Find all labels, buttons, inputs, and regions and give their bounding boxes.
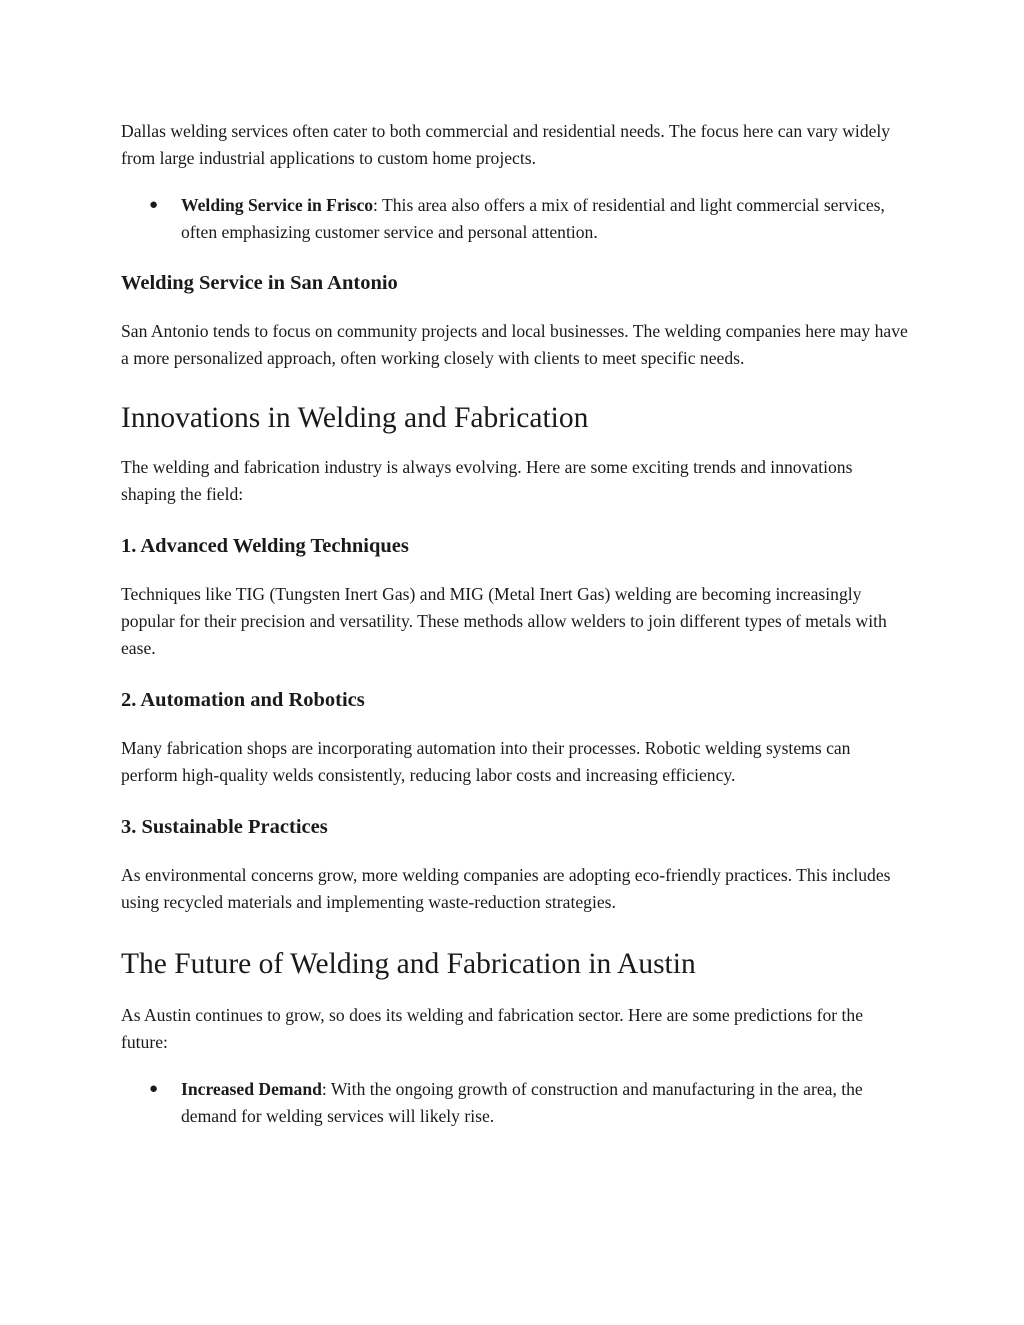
- list-item: [121, 1076, 911, 1130]
- advanced-welding-paragraph: Techniques like TIG (Tungsten Inert Gas) and MIG (Metal Inert Gas) welding are becoming increasingly popular for their precision and versatility. These methods allow welders to join different types of metals with ease.: [121, 584, 887, 658]
- future-bullet-list: [121, 1076, 911, 1130]
- san-antonio-paragraph: San Antonio tends to focus on community projects and local businesses. The welding companies here may have a more personalized approach, often working closely with clients to meet specific needs.: [121, 321, 908, 368]
- bullet-icon: ●: [149, 1081, 159, 1097]
- subheading-advanced-welding: 1. Advanced Welding Techniques: [121, 535, 409, 557]
- bullet-text: : This area also offers a mix of residential and light commercial services, often emphasizing customer service and personal attention.: [181, 195, 885, 242]
- bullet-label: Increased Demand: [181, 1079, 322, 1099]
- document-page: [121, 118, 911, 1130]
- subheading-automation: 2. Automation and Robotics: [121, 689, 365, 711]
- dallas-paragraph: Dallas welding services often cater to both commercial and residential needs. The focus here can vary widely from large industrial applications to custom home projects.: [121, 121, 891, 168]
- section-heading-san-antonio: Welding Service in San Antonio: [121, 272, 398, 294]
- bullet-label: Welding Service in Frisco: [181, 195, 374, 215]
- bullet-text: : With the ongoing growth of construction and manufacturing in the area, the demand for welding services will likely rise.: [181, 1079, 863, 1126]
- section-heading-future: The Future of Welding and Fabrication in Austin: [121, 948, 696, 980]
- frisco-bullet-list: [121, 192, 911, 246]
- automation-paragraph: Many fabrication shops are incorporating automation into their processes. Robotic welding systems can perform high-quality welds consistently, reducing labor costs and increasing efficiency.: [121, 738, 851, 785]
- subheading-sustainable: 3. Sustainable Practices: [121, 816, 328, 838]
- bullet-icon: ●: [149, 197, 159, 213]
- innovations-paragraph: The welding and fabrication industry is always evolving. Here are some exciting trends and innovations shaping the field:: [121, 457, 853, 504]
- sustainable-paragraph: As environmental concerns grow, more welding companies are adopting eco-friendly practices. This includes using recycled materials and implementing waste-reduction strategies.: [121, 865, 891, 912]
- future-paragraph: As Austin continues to grow, so does its welding and fabrication sector. Here are some predictions for the future:: [121, 1005, 864, 1052]
- section-heading-innovations: Innovations in Welding and Fabrication: [121, 402, 589, 434]
- list-item: [121, 192, 911, 246]
